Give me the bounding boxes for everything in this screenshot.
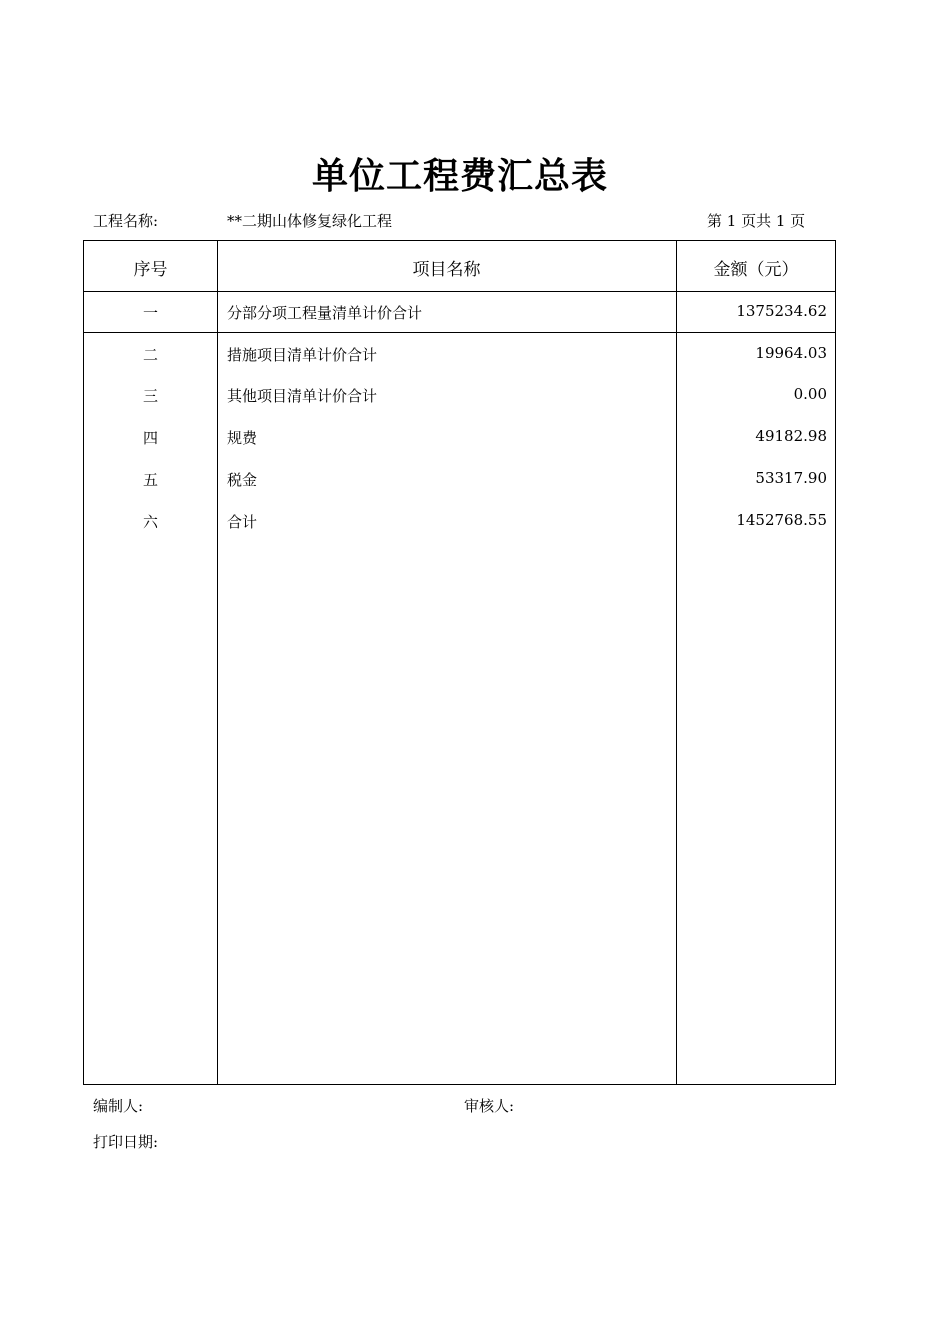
row-item-name: 规费 <box>227 429 258 447</box>
row-seq: 一 <box>142 304 158 322</box>
header-amount: 金额（元） <box>713 260 799 280</box>
table-row <box>84 302 835 326</box>
row-amount: 19964.03 <box>755 344 827 362</box>
row-amount: 1452768.55 <box>736 511 827 529</box>
table-row <box>84 511 835 535</box>
row-amount: 0.00 <box>793 385 827 403</box>
print-date-label: 打印日期: <box>93 1133 159 1151</box>
reviewer-label: 审核人: <box>464 1097 515 1115</box>
row-item-name: 合计 <box>227 513 258 531</box>
row-seq: 五 <box>142 471 158 489</box>
row-amount: 49182.98 <box>755 427 827 445</box>
row-seq: 四 <box>142 429 158 447</box>
table-row <box>84 469 835 493</box>
compiler-label: 编制人: <box>93 1097 144 1115</box>
table-row <box>84 344 835 368</box>
row-seq: 二 <box>142 346 158 364</box>
header-item-name: 项目名称 <box>412 260 481 280</box>
project-name-label: 工程名称: <box>93 212 159 230</box>
page-info: 第 1 页共 1 页 <box>707 212 806 230</box>
row-item-name: 税金 <box>227 471 258 489</box>
row-item-name: 分部分项工程量清单计价合计 <box>227 304 423 322</box>
row-item-name: 其他项目清单计价合计 <box>227 387 378 405</box>
table-row <box>84 385 835 409</box>
row-amount: 1375234.62 <box>736 302 827 320</box>
row-item-name: 措施项目清单计价合计 <box>227 346 378 364</box>
row-divider <box>84 332 835 333</box>
table-row <box>84 427 835 451</box>
header-seq: 序号 <box>133 260 168 280</box>
summary-table <box>83 240 836 1085</box>
row-seq: 三 <box>142 387 158 405</box>
row-seq: 六 <box>142 513 158 531</box>
row-amount: 53317.90 <box>755 469 827 487</box>
project-name-value: **二期山体修复绿化工程 <box>227 212 393 230</box>
row-divider <box>84 291 835 292</box>
document-title: 单位工程费汇总表 <box>311 156 608 197</box>
